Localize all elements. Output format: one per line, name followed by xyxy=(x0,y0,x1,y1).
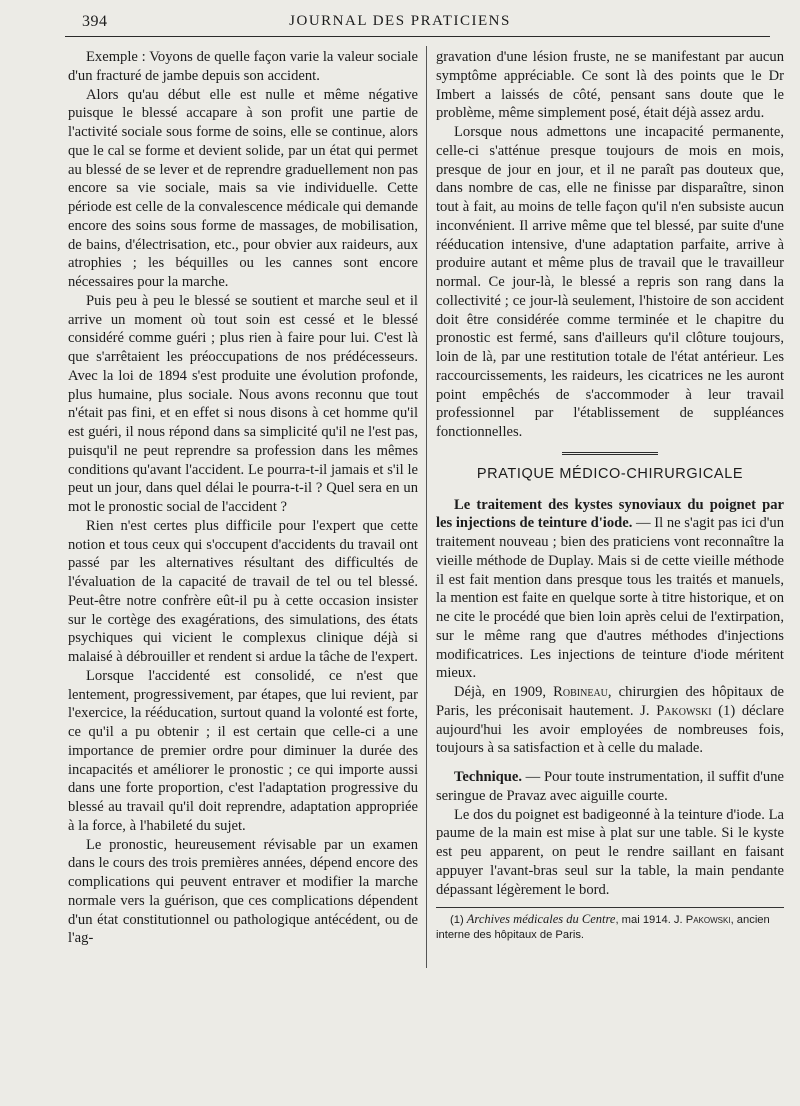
paragraph: Lorsque l'accidenté est consolidé, ce n'est que lentement, progressivement, par étapes, que lui revient, par l'exercice, la rééducation, surtout quand la volonté est forte, ce qu'il a pu obtenir ; il est certain que celle-ci a une importance de premier ordre pour diminuer la durée des incapacités et améliorer le pronostic ; ce qui importe aussi dans une forte proportion, c'est l'adaptation progressive du blessé au travail qu'il doit reprendre, adaptation appropriée à la force, à l'habileté du sujet. xyxy=(68,667,418,834)
technique-heading: Technique. xyxy=(454,769,522,785)
text: (1) déclare aujourd'hui les avoir employées de nombreuses fois, toujours à sa satisfaction et à celle du malade. xyxy=(436,702,785,757)
running-title: JOURNAL DES PRATICIENS xyxy=(289,13,511,29)
text: , ancien interne des hôpitaux de Paris. xyxy=(436,914,770,942)
paragraph: Le pronostic, heureusement révisable par un examen dans le cours des trois premières années, dépend encore des complications qui peuvent entraver et modifier la marche normale vers la guérison, que ces complications dépendent d'un état constitutionnel ou pathologique antécédent, ou de l'ag- xyxy=(68,836,418,947)
paragraph xyxy=(436,683,784,758)
section-title: PRATIQUE MÉDICO-CHIRURGICALE xyxy=(476,465,744,482)
text: , mai 1914. J. xyxy=(615,914,686,927)
paragraph: Puis peu à peu le blessé se soutient et marche seul et il arrive un moment où tout soin est cessé et le blessé considéré comme guéri ; plus rien à faire pour lui. C'est là que s'arrêtaient les préoccupations de nos prédécesseurs. Avec la loi de 1894 s'est produite une évolution profonde, plus humaine, plus sociale. Nous avons reconnu que tout n'était pas fini, et en effet si nous disons à cet homme qu'il est guéri, il nous répond dans sa simplicité qu'il ne l'est pas, puisqu'il ne peut reprendre sa profession dans les mêmes conditions qu'avant l'accident. Le pourra-t-il jamais et s'il le peut un jour, dans quel délai le pourra-t-il ? Quel sera en un mot le pronostic social de l'accident ? xyxy=(68,292,418,515)
paragraph: Lorsque nous admettons une incapacité permanente, celle-ci s'atténue presque toujours de mois en mois, presque de jour en jour, et il ne paraît pas douteux que, dans nombre de cas, elle ne finisse par disparaître, sinon tout à fait, au moins de telle façon qu'il n'en subsiste aucun inconvénient. Il arrive même que tel blessé, par suite d'une rééducation intensive, d'une adaptation parfaite, arrive à produire autant et même plus de travail que le travailleur normal. Ce jour-là, le blessé a repris son rang dans la collectivité ; ce jour-là seulement, l'histoire de son accident doit être considérée comme terminée et le chapitre du pronostic est fermé, sans d'ailleurs qu'il clôture toujours, loin de là, par une restitution totale de l'état antérieur. Les raccourcissements, les raideurs, les cicatrices ne les auront point empêchés de s'accommoder à leur travail professionnel par l'établissement de suppléances fonctionnelles. xyxy=(436,124,784,440)
footnote-rule xyxy=(436,907,784,908)
author-name: Pakowski xyxy=(685,914,731,927)
article-title: Le traitement des kystes synoviaux du poignet par les injections de teinture d'iode. xyxy=(436,496,784,532)
text: (1) xyxy=(450,914,467,927)
paragraph: Exemple : Voyons de quelle façon varie la valeur sociale d'un fracturé de jambe depuis son accident. xyxy=(68,49,418,84)
section-divider xyxy=(562,452,658,457)
header-rule xyxy=(65,36,770,37)
text: — Pour toute instrumentation, il suffit d'une seringue de Pravaz avec aiguille courte. xyxy=(436,769,784,804)
page-number: 394 xyxy=(82,13,108,30)
journal-name: Archives médicales du Centre xyxy=(466,912,616,927)
column-divider xyxy=(426,46,427,968)
paragraph: Alors qu'au début elle est nulle et même négative puisque le blessé accapare à son profit une partie de l'activité sociale sous forme de soins, elle se continue, alors que le cal se forme et devient solide, par un état qui permet au blessé de se lever et de reprendre graduellement non pas encore sa vie sociale, mais sa vie individuelle. Cette période est celle de la convalescence médicale qui demande encore des soins sous forme de massages, de mobilisation, de bains, d'électrisation, etc., pour obvier aux raideurs, aux atrophies ; les béquilles ou les cannes sont encore nécessaires pour la marche. xyxy=(68,86,418,290)
technique-paragraph xyxy=(436,768,784,806)
author-name: Pakowski xyxy=(656,702,712,719)
paragraph: Le dos du poignet est badigeonné à la teinture d'iode. La paume de la main est mise à plat sur une table. Si le kyste est peu apparent, on peut le rendre saillant en faisant appuyer l'avant-bras seul sur la table, la main pendante dépassant légèrement le bord. xyxy=(436,806,784,898)
article-intro xyxy=(436,496,784,684)
paragraph: gravation d'une lésion fruste, ne se manifestant par aucun symptôme appréciable. Ce sont là des points que le Dr Imbert a laissés de côté, pensant sans doute que le problème, même simplement posé, était déjà assez ardu. xyxy=(436,49,784,122)
author-name: Robineau xyxy=(553,684,608,700)
paragraph: Rien n'est certes plus difficile pour l'expert que cette notion et tous ceux qui s'occupent d'accidents du travail ont passé par les alternatives résultant des difficultés de l'évaluation de la capacité de travail de tel ou tel blessé. Peut-être notre confrère eût-il pu à cette occasion insister sur le cortège des exagérations, des simulations, des états psychiques qui vicient le complexus clinique déjà si malaisé à débrouiller et rendent si ardue la tâche de l'expert. xyxy=(68,517,418,665)
text: Déjà, en 1909, xyxy=(454,684,554,700)
left-column xyxy=(68,48,418,948)
footnote xyxy=(436,912,784,943)
article-intro-text: — Il ne s'agit pas ici d'un traitement nouveau ; bien des praticiens vont reconnaître la vieille méthode de Duplay. Mais si de cette vieille méthode il est fait mention dans presque tous les traités et manuels, la mention est faite en quelque sorte à titre historique, et on ne cite le procédé que bien loin après celui de l'extirpation, sur le même rang que d'autres méthodes d'injections modificatrices. Les injections de teinture d'iode méritent mieux. xyxy=(436,515,784,682)
right-column xyxy=(436,48,784,943)
text: , chirurgien des hôpitaux de Paris, les préconisait hautement. J. xyxy=(436,684,784,719)
